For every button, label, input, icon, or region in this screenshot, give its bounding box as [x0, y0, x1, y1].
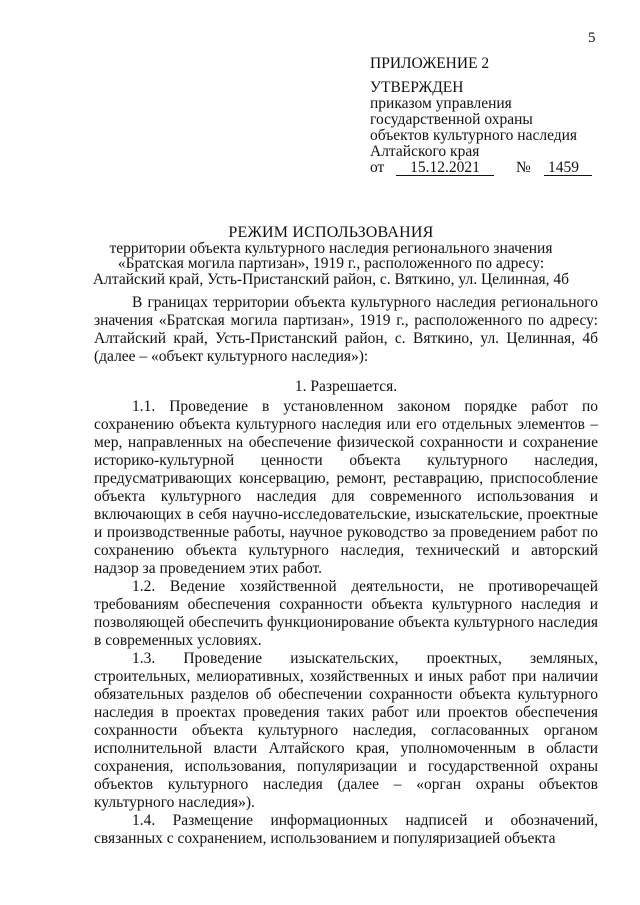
document-title [64, 225, 598, 287]
section-heading: 1. Разрешается. [294, 378, 398, 395]
approval-block [370, 56, 592, 176]
list-item: 1.1. Проведение в установленном законом порядке работ по сохранению объекта культурного наследия или его отдельных элементов – мер, направленных на обеспечение физической сохранности и сохранение историко-культурной ценности объекта культурного наследия, предусматривающих консервацию, ремонт, реставрацию, приспособление объекта культурного наследия для современного использования и включающих в себя научно-исследовательские, изыскательские, проектные и производственные работы, научное руководство за проведением работ по сохранению объекта культурного наследия, технический и авторский надзор за проведением этих работ. [94, 398, 598, 577]
order-line: приказом управления [370, 95, 512, 112]
order-date: 15.12.2021 [396, 160, 494, 176]
title-main: РЕЖИМ ИСПОЛЬЗОВАНИЯ [228, 224, 434, 241]
list-item: 1.2. Ведение хозяйственной деятельности, не противоречащей требованиям обеспечения сохранности объекта культурного наследия и позволяющей обеспечить функционирование объекта культурного наследия в современных условиях. [94, 578, 598, 649]
document-body [94, 294, 598, 848]
order-line: объектов культурного наследия [370, 127, 578, 144]
order-line: государственной охраны [370, 111, 533, 128]
page-number: 5 [588, 30, 596, 46]
appendix-heading: ПРИЛОЖЕНИЕ 2 [370, 55, 490, 72]
order-number: 1459 [544, 160, 592, 176]
number-label: № [516, 159, 531, 176]
order-date-number [370, 160, 592, 176]
title-line: Алтайский край, Усть-Пристанский район, с. Вяткино, ул. Целинная, 4б [92, 270, 570, 288]
list-item: 1.4. Размещение информационных надписей и обозначений, связанных с сохранением, использованием и популяризацией объекта [94, 812, 598, 847]
from-label: от [370, 159, 385, 176]
title-line: территории объекта культурного наследия регионального значения [109, 239, 553, 257]
intro-paragraph: В границах территории объекта культурного наследия регионального значения «Братская могила партизан», 1919 г., расположенного по адресу: Алтайский край, Усть-Пристанский район, с. Вяткино, ул. Целинная, 4б (далее – «объект культурного наследия»): [94, 294, 598, 365]
list-item: 1.3. Проведение изыскательских, проектных, земляных, строительных, мелиоративных, хозяйственных и иных работ при наличии обязательных разделов об обеспечении сохранности объекта культурного наследия в проектах проведения таких работ или проектов обеспечения сохранности объекта культурного наследия, согласованных органом исполнительной власти Алтайского края, уполномоченным в области сохранения, использования, популяризации и государственной охраны объектов культурного наследия (далее – «орган охраны объектов культурного наследия»). [94, 650, 598, 811]
order-line: Алтайского края [370, 143, 480, 160]
title-line: «Братская могила партизан», 1919 г., расположенного по адресу: [117, 255, 545, 272]
approved-label: УТВЕРЖДЕН [370, 79, 464, 96]
